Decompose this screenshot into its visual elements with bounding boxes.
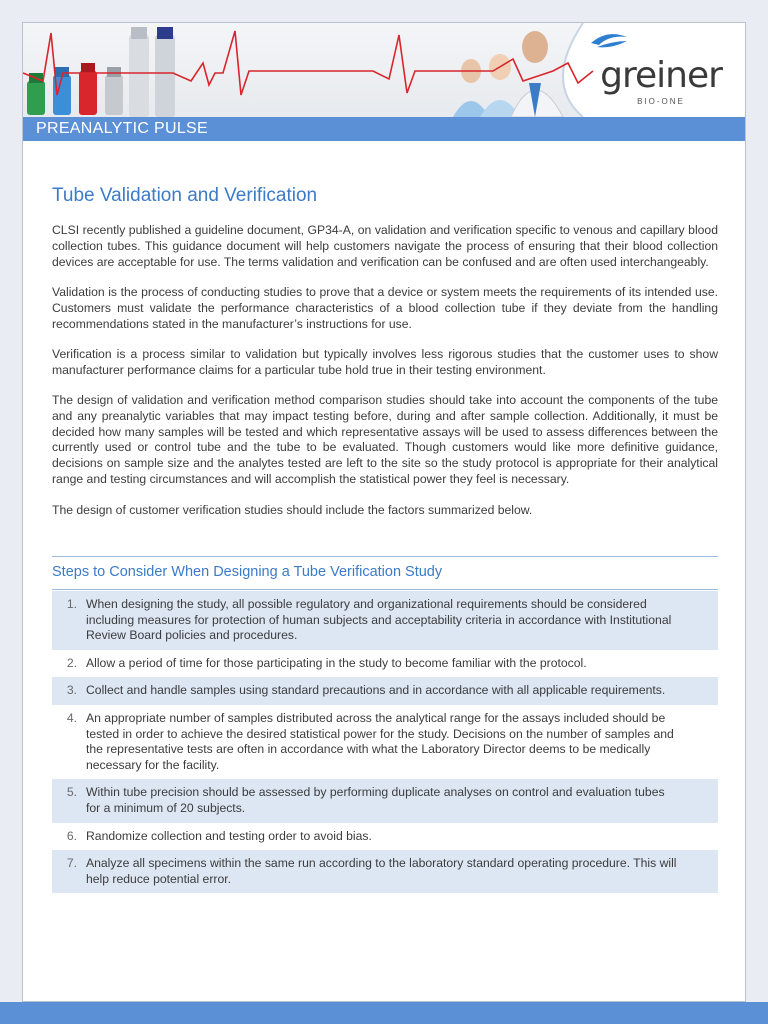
paragraph-validation: Validation is the process of conducting studies to prove that a device or system meets the requirements of its intended use. Customers must validate the performance characteristics of a blood collection tube if they deviate from the handling recommendations stated in the manufacturer’s instructions for use. <box>52 285 718 331</box>
page-title: Tube Validation and Verification <box>52 185 318 206</box>
list-item <box>52 650 718 678</box>
step-number: 6. <box>66 828 77 843</box>
step-text: Analyze all specimens within the same run according to the laboratory standard operating procedure. This will help reduce potential error. <box>86 856 677 886</box>
footer-band <box>0 1002 768 1024</box>
list-item <box>52 850 718 893</box>
step-text: Within tube precision should be assessed by performing duplicate analyses on control and evaluation tubes for a minimum of 20 subjects. <box>86 785 665 815</box>
list-item <box>52 779 718 822</box>
step-text: Collect and handle samples using standard precautions and in accordance with all applicable requirements. <box>86 683 666 698</box>
step-text: When designing the study, all possible regulatory and organizational requirements should be considered including measures for protection of human subjects and acceptability criteria in accordance with Institutional Review Board policies and procedures. <box>86 597 672 643</box>
divider <box>52 589 718 590</box>
paragraph-verification: Verification is a process similar to validation but typically involves less rigorous studies that the customer uses to show manufacturer performance claims for a particular tube hold true in their testing environment. <box>52 347 718 377</box>
step-number: 1. <box>66 597 77 611</box>
logo-wordmark: greiner <box>600 55 722 96</box>
step-number: 5. <box>66 785 77 800</box>
list-item <box>52 823 718 851</box>
step-number: 3. <box>66 683 77 698</box>
logo-subtitle: BIO-ONE <box>637 97 685 106</box>
list-item <box>52 677 718 705</box>
step-number: 4. <box>66 710 77 725</box>
logo-swirl-icon <box>587 31 631 51</box>
paragraph-intro: CLSI recently published a guideline document, GP34-A, on validation and verification specific to venous and capillary blood collection tubes. This guidance document will help customers navigate the process of ensuring that their blood collection devices are acceptable for use. The terms validation and verification can be confused and are often used interchangeably. <box>52 223 718 269</box>
list-item <box>52 705 718 779</box>
paragraph-summary: The design of customer verification studies should include the factors summarized below. <box>52 503 533 517</box>
step-text: An appropriate number of samples distributed across the analytical range for the assays included should be tested in order to achieve the desired statistical power for the study. Decisions on the number of samples and the representative tests are often in accordance with what the Laboratory Director deems to be medically necessary for the facility. <box>86 710 674 772</box>
step-text: Randomize collection and testing order to avoid bias. <box>86 828 372 843</box>
header-banner <box>23 23 745 117</box>
step-text: Allow a period of time for those participating in the study to become familiar with the protocol. <box>86 655 587 670</box>
step-number: 2. <box>66 655 77 670</box>
list-item <box>52 591 718 650</box>
divider <box>52 556 718 557</box>
steps-heading: Steps to Consider When Designing a Tube Verification Study <box>52 564 443 580</box>
greiner-logo <box>587 31 737 111</box>
section-band <box>23 117 745 141</box>
paragraph-design: The design of validation and verification method comparison studies should take into account the components of the tube and any preanalytic variables that may impact testing before, during and after sample collection. Additionally, it must be decided how many samples will be tested and which representative assays will be used to assess differences between the currently used or control tube and the tube to be evaluated. Though customers would like more definitive guidance, decisions on sample size and the analytes tested are left to the site so the study protocol is appropriate for their analytical range and testing circumstances and will accomplish the statistical power they feel is necessary. <box>52 393 718 486</box>
step-number: 7. <box>66 856 77 871</box>
document-page <box>22 22 746 1002</box>
section-title: PREANALYTIC PULSE <box>36 120 208 137</box>
steps-list <box>52 591 718 893</box>
